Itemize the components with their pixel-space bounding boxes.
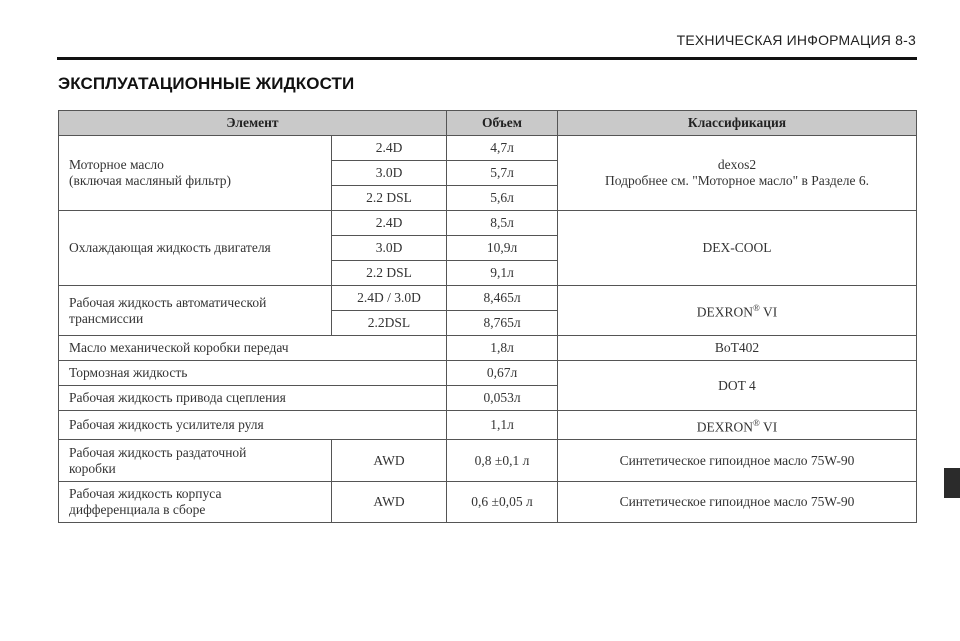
element-cell-clutch-fluid: Рабочая жидкость привода сцепления <box>59 386 447 411</box>
classification-text: VI <box>759 419 778 435</box>
classification-text: DEXRON <box>696 419 753 435</box>
table-row <box>59 411 917 440</box>
element-cell-atf <box>59 286 332 336</box>
table-row <box>59 361 917 386</box>
table-header-row <box>59 111 917 136</box>
classification-cell-power-steering <box>558 411 917 440</box>
element-cell-differential <box>59 482 332 523</box>
volume-cell: 8,465л <box>447 286 558 311</box>
classification-text: Подробнее см. "Моторное масло" в Разделе 6. <box>605 173 869 188</box>
engine-cell: 2.4D / 3.0D <box>332 286 447 311</box>
classification-cell-brake: DOT 4 <box>558 361 917 411</box>
volume-cell: 8,765л <box>447 311 558 336</box>
column-header-volume: Объем <box>447 111 558 136</box>
element-cell-brake-fluid: Тормозная жидкость <box>59 361 447 386</box>
header-rule <box>57 57 917 60</box>
table-row <box>59 136 917 161</box>
column-header-classification: Классификация <box>558 111 917 136</box>
volume-cell: 4,7л <box>447 136 558 161</box>
volume-cell: 0,053л <box>447 386 558 411</box>
engine-cell: 2.2 DSL <box>332 261 447 286</box>
engine-cell: 2.4D <box>332 211 447 236</box>
classification-cell-engine-oil <box>558 136 917 211</box>
element-cell-coolant: Охлаждающая жидкость двигателя <box>59 211 332 286</box>
column-header-element: Элемент <box>59 111 447 136</box>
classification-cell: BoT402 <box>558 336 917 361</box>
classification-text: DEXRON <box>696 304 753 320</box>
classification-text: dexos2 <box>717 157 757 172</box>
element-text: дифференциала в сборе <box>69 502 206 517</box>
volume-cell: 1,8л <box>447 336 558 361</box>
element-cell-manual-gearbox: Масло механической коробки передач <box>59 336 447 361</box>
element-text: Моторное масло <box>69 157 164 172</box>
classification-text: VI <box>759 304 778 320</box>
classification-cell: Синтетическое гипоидное масло 75W-90 <box>558 482 917 523</box>
volume-cell: 0,6 ±0,05 л <box>447 482 558 523</box>
volume-cell: 10,9л <box>447 236 558 261</box>
table-row <box>59 482 917 523</box>
volume-cell: 5,7л <box>447 161 558 186</box>
table-row <box>59 286 917 311</box>
element-text: (включая масляный фильтр) <box>69 173 232 188</box>
element-text: коробки <box>69 460 116 476</box>
table-row <box>59 336 917 361</box>
engine-cell: AWD <box>332 482 447 523</box>
volume-cell: 9,1л <box>447 261 558 286</box>
volume-cell: 5,6л <box>447 186 558 211</box>
engine-cell: 3.0D <box>332 236 447 261</box>
element-text: Рабочая жидкость раздаточной <box>69 444 247 460</box>
chapter-tab-marker <box>944 468 960 498</box>
section-title: ЭКСПЛУАТАЦИОННЫЕ ЖИДКОСТИ <box>58 74 355 93</box>
element-text: Рабочая жидкость корпуса <box>69 486 222 501</box>
engine-cell: 2.4D <box>332 136 447 161</box>
registered-mark: ® <box>753 303 760 314</box>
classification-cell: Синтетическое гипоидное масло 75W-90 <box>558 440 917 482</box>
volume-cell: 0,8 ±0,1 л <box>447 440 558 482</box>
volume-cell: 0,67л <box>447 361 558 386</box>
registered-mark: ® <box>753 417 760 428</box>
table-row <box>59 440 917 482</box>
engine-cell: 2.2DSL <box>332 311 447 336</box>
element-cell-transfer-case <box>59 440 332 482</box>
engine-cell: 2.2 DSL <box>332 186 447 211</box>
running-header: ТЕХНИЧЕСКАЯ ИНФОРМАЦИЯ 8-3 <box>676 32 916 48</box>
element-cell-power-steering: Рабочая жидкость усилителя руля <box>59 411 447 440</box>
element-text: Рабочая жидкость автоматической <box>69 294 267 310</box>
classification-cell-coolant: DEX-COOL <box>558 211 917 286</box>
element-cell-engine-oil <box>59 136 332 211</box>
table-row <box>59 211 917 236</box>
engine-cell: 3.0D <box>332 161 447 186</box>
volume-cell: 8,5л <box>447 211 558 236</box>
fluids-table <box>58 110 917 523</box>
volume-cell: 1,1л <box>447 411 558 440</box>
engine-cell: AWD <box>332 440 447 482</box>
classification-cell-atf <box>558 286 917 336</box>
element-text: трансмиссии <box>69 310 144 326</box>
